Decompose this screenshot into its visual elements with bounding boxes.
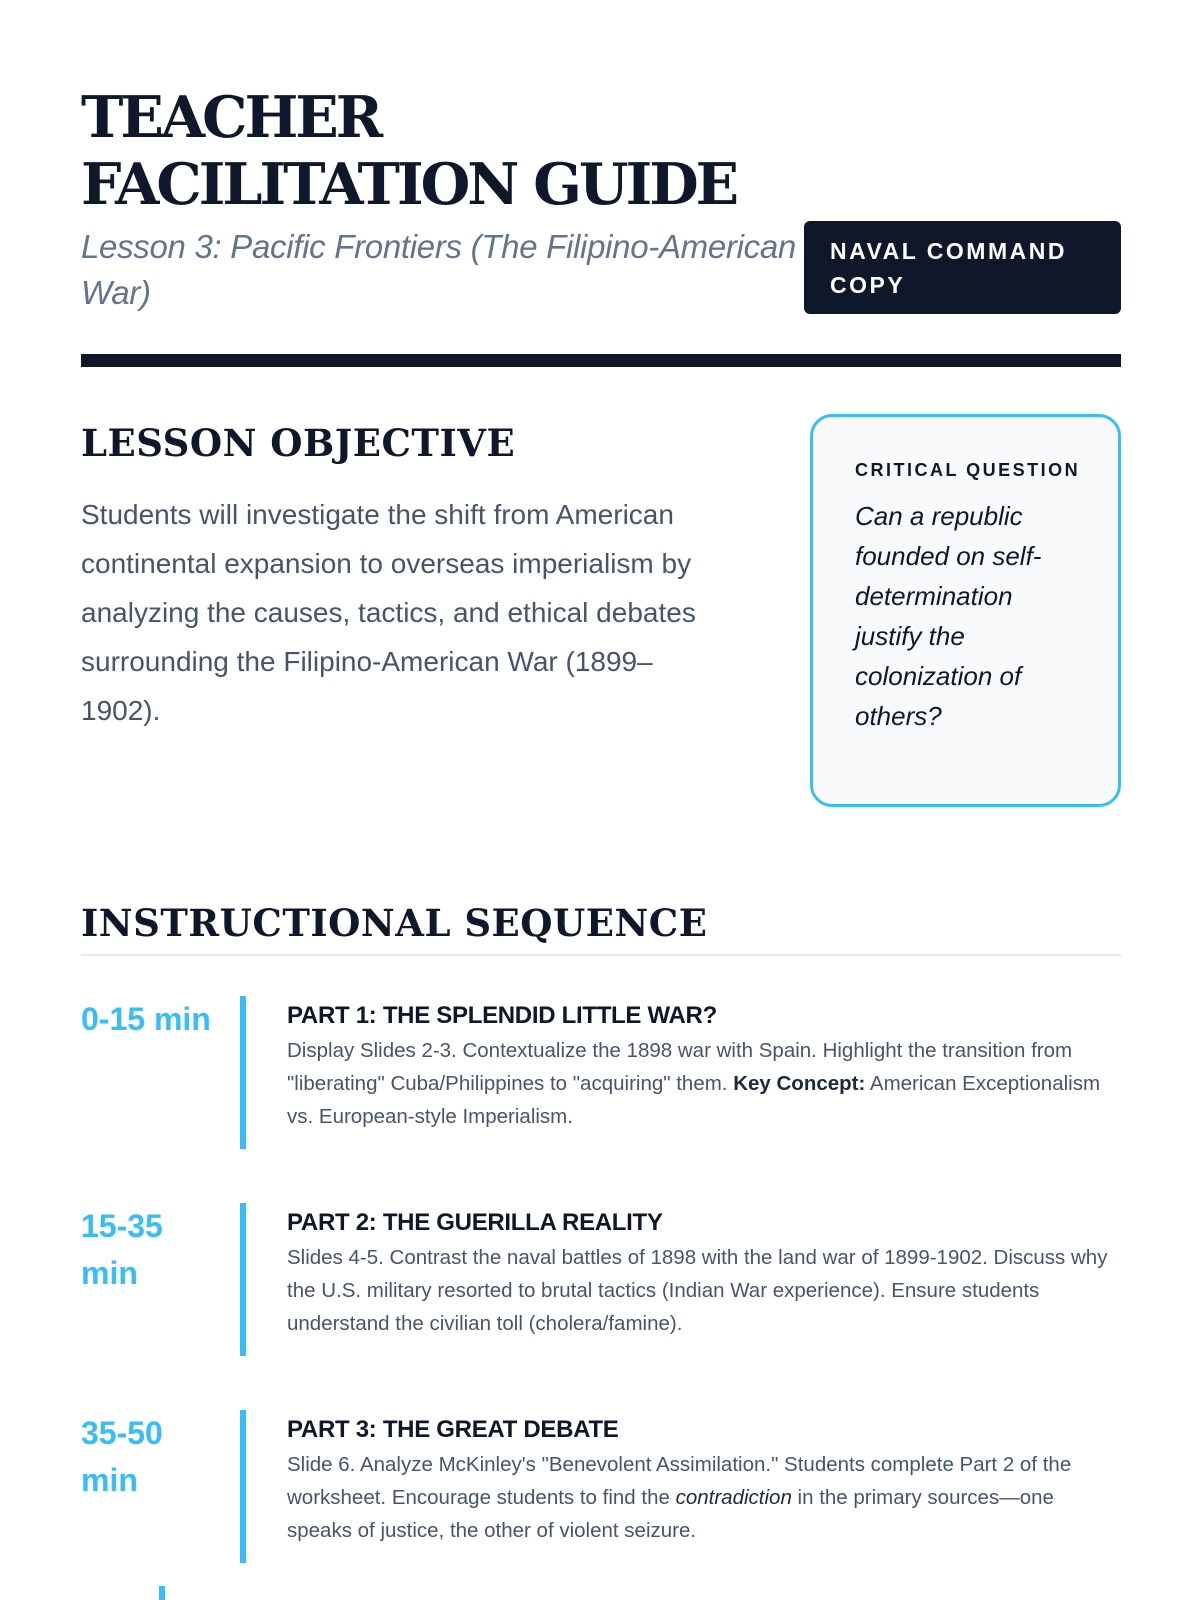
sequence-heading-wrap	[81, 900, 1121, 956]
step-time: 0-15 min	[81, 1001, 211, 1037]
step-description-text: Display Slides 2-3. Contextualize the 1898 war with Spain. Highlight the transition from "liberating" Cuba/Philippines to "acquiring" them.	[287, 1039, 1073, 1095]
step-accent-bar	[240, 1203, 246, 1356]
step-title: PART 3: THE GREAT DEBATE	[287, 1416, 619, 1443]
next-step-accent-bar	[159, 1586, 165, 1600]
step-body	[287, 998, 1121, 1133]
sequence-step	[81, 1203, 1121, 1410]
step-time: 15-35 min	[81, 1208, 163, 1291]
lesson-subtitle: Lesson 3: Pacific Frontiers (The Filipino-American War)	[81, 228, 796, 311]
lesson-objective-section	[81, 420, 1121, 900]
step-time: 35-50 min	[81, 1415, 163, 1498]
critical-question-text: Can a republic founded on self-determination justify the colonization of others?	[855, 501, 1042, 731]
critical-question-label: CRITICAL QUESTION	[855, 460, 1081, 480]
step-description-text: American Exceptionalism vs. European-style Imperialism.	[287, 1072, 1101, 1128]
step-description-text: Slide 6. Analyze McKinley's "Benevolent Assimilation." Students complete Part 2 of the worksheet. Encourage students to find the	[287, 1453, 1072, 1509]
copy-badge: NAVAL COMMAND COPY	[804, 221, 1121, 314]
step-title: PART 2: THE GUERILLA REALITY	[287, 1209, 663, 1236]
header-divider	[81, 354, 1121, 367]
sequence-steps	[81, 996, 1121, 1600]
objective-text: Students will investigate the shift from American continental expansion to overseas imperialism by analyzing the causes, tactics, and ethical debates surrounding the Filipino-American War (1899–1902).	[81, 499, 696, 726]
sequence-step	[81, 996, 1121, 1203]
guide-header	[81, 84, 1121, 360]
step-description: Slides 4-5. Contrast the naval battles of 1898 with the land war of 1899-1902. Discuss why the U.S. military resorted to brutal tactics (Indian War experience). Ensure students understand the civilian toll (cholera/famine).	[287, 1246, 1108, 1335]
step-description	[287, 1034, 1121, 1133]
critical-question-card	[810, 414, 1121, 807]
sequence-step	[81, 1410, 1121, 1600]
step-accent-bar	[240, 996, 246, 1149]
objective-heading: LESSON OBJECTIVE	[81, 421, 516, 465]
sequence-heading: INSTRUCTIONAL SEQUENCE	[81, 901, 708, 945]
step-accent-bar	[240, 1410, 246, 1563]
step-body	[287, 1205, 1121, 1340]
page-title: TEACHER FACILITATION GUIDE	[81, 84, 737, 218]
step-description-text: in the primary sources—one speaks of justice, the other of violent seizure.	[287, 1486, 1054, 1542]
step-description	[287, 1448, 1121, 1547]
emphasized-term: contradiction	[675, 1486, 792, 1509]
step-title: PART 1: THE SPLENDID LITTLE WAR?	[287, 1002, 717, 1029]
facilitation-guide-page	[81, 84, 1121, 1600]
key-concept-label: Key Concept:	[733, 1072, 866, 1095]
step-body	[287, 1412, 1121, 1547]
instructional-sequence-section	[81, 900, 1121, 1600]
